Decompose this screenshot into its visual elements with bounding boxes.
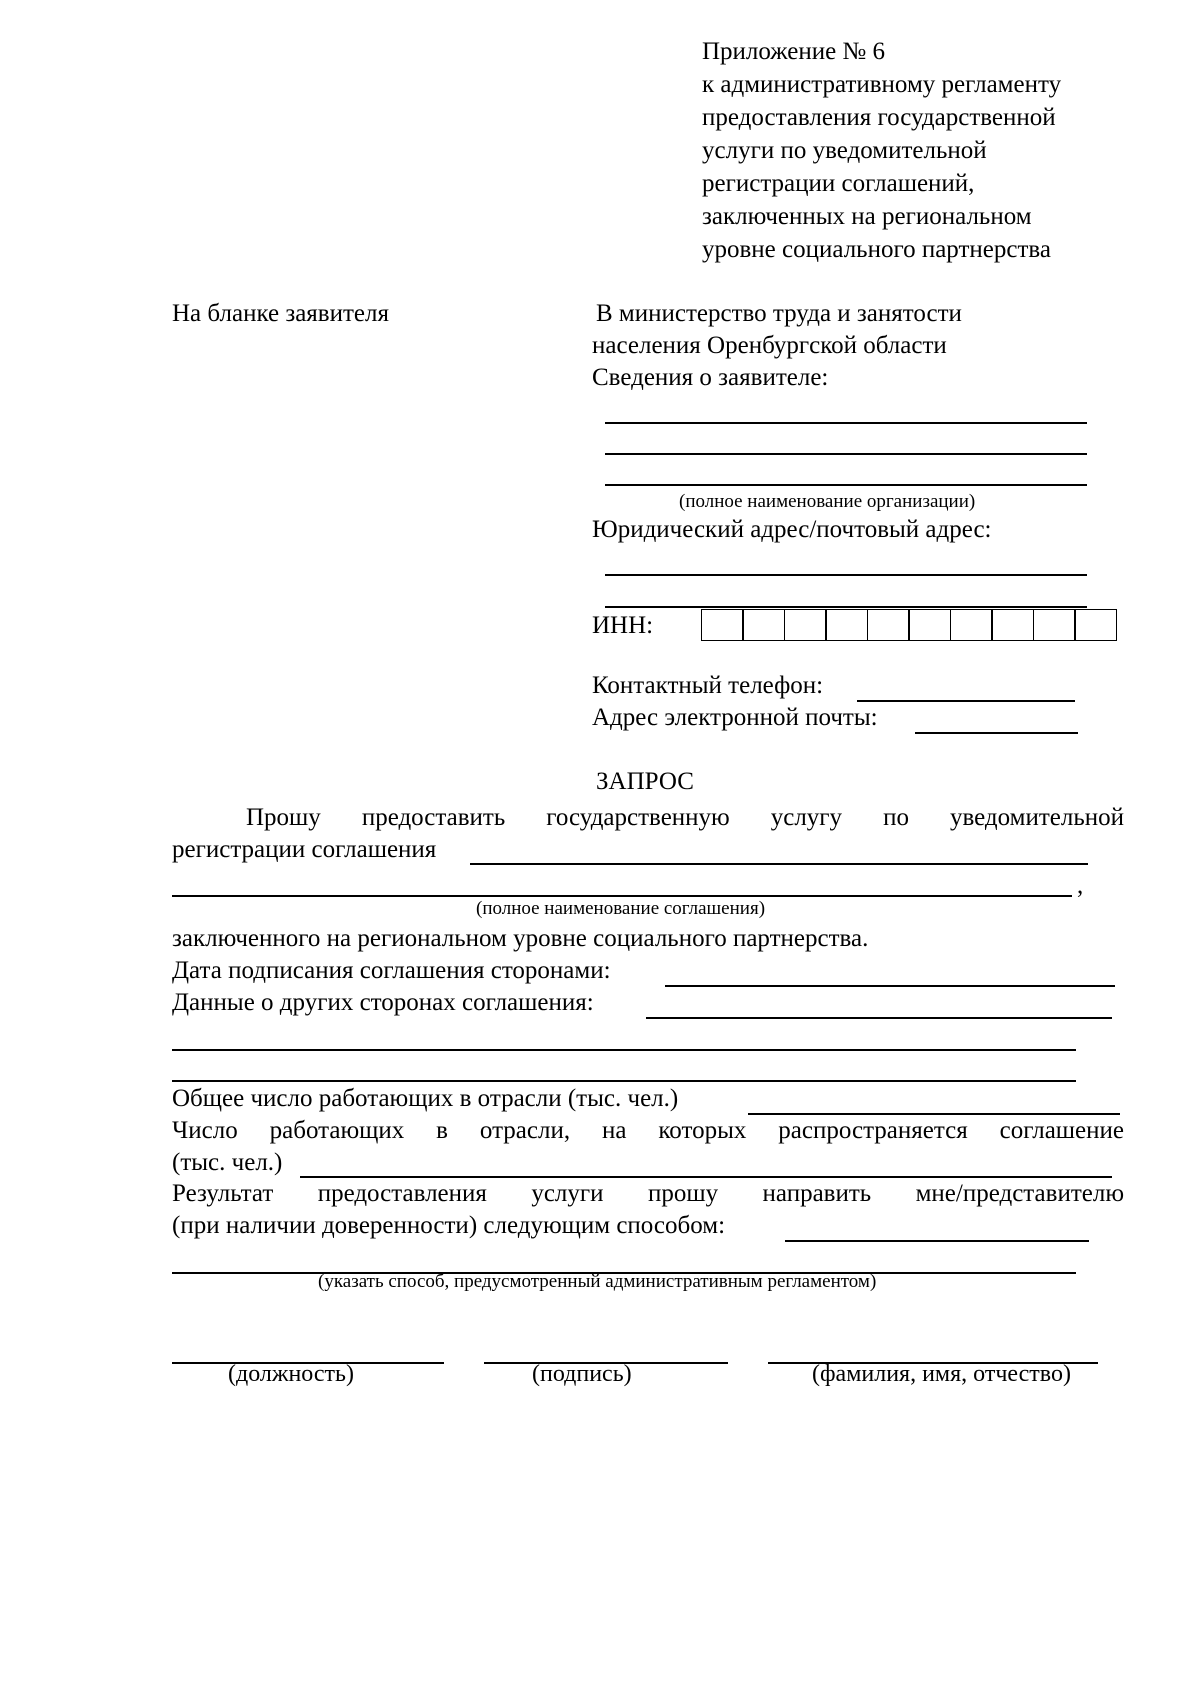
position-caption: (должность) [228,1361,354,1387]
inn-digit-cell[interactable] [825,609,868,641]
request-title: ЗАПРОС [596,768,694,795]
phone-label: Контактный телефон: [592,672,824,699]
appendix-line: регистрации соглашений, [702,170,975,197]
fullname-caption: (фамилия, имя, отчество) [812,1361,1071,1387]
inn-digit-cell[interactable] [701,609,744,641]
inn-digit-cell[interactable] [950,609,993,641]
signature-caption: (подпись) [532,1361,632,1387]
signing-date-label: Дата подписания соглашения сторонами: [172,957,611,984]
inn-digit-cell[interactable] [1074,609,1117,641]
appendix-line: Приложение № 6 [702,38,886,65]
request-para1-line1: Прошу предоставить государственную услугу по уведомительной [246,804,1124,831]
recipient-line-2: населения Оренбургской области [592,332,947,359]
org-name-line-1[interactable] [605,422,1087,424]
appendix-line: заключенных на региональном [702,203,1032,230]
other-parties-line-2[interactable] [172,1049,1076,1051]
appendix-line: предоставления государственной [702,104,1056,131]
applicant-info-label: Сведения о заявителе: [592,364,829,391]
inn-digit-cell[interactable] [1033,609,1076,641]
total-workers-label: Общее число работающих в отрасли (тыс. чел.) [172,1085,679,1112]
inn-digit-cell[interactable] [742,609,785,641]
inn-input-grid[interactable] [702,609,1117,641]
signing-date-line[interactable] [665,985,1115,987]
email-label: Адрес электронной почты: [592,704,878,731]
concluded-text: заключенного на региональном уровне социального партнерства. [172,925,869,952]
address-line-2[interactable] [605,606,1087,608]
org-name-caption: (полное наименование организации) [679,491,976,512]
agreement-caption: (полное наименование соглашения) [476,898,766,919]
agreement-name-line-1[interactable] [470,863,1088,865]
result-method-line-1[interactable] [785,1240,1089,1242]
recipient-line-1: В министерство труда и занятости [596,300,962,327]
method-caption: (указать способ, предусмотренный административным регламентом) [318,1271,877,1292]
other-parties-line-3[interactable] [172,1080,1076,1082]
other-parties-label: Данные о других сторонах соглашения: [172,989,594,1016]
email-line[interactable] [915,732,1078,734]
covered-workers-line2: (тыс. чел.) [172,1149,283,1176]
covered-workers-line1: Число работающих в отрасли, на которых распространяется соглашение [172,1117,1124,1144]
request-para1-line2: регистрации соглашения [172,836,437,863]
appendix-line: уровне социального партнерства [702,236,1051,263]
letterhead-note: На бланке заявителя [172,300,389,327]
other-parties-line-1[interactable] [646,1017,1112,1019]
inn-digit-cell[interactable] [991,609,1034,641]
inn-label: ИНН: [592,612,654,639]
org-name-line-2[interactable] [605,453,1087,455]
appendix-line: к административному регламенту [702,71,1062,98]
phone-line[interactable] [857,700,1075,702]
result-line1: Результат предоставления услуги прошу направить мне/представителю [172,1180,1124,1207]
result-line2: (при наличии доверенности) следующим способом: [172,1212,726,1239]
appendix-line: услуги по уведомительной [702,137,987,164]
agreement-comma: , [1077,872,1084,899]
org-name-line-3[interactable] [605,484,1087,486]
address-line-1[interactable] [605,574,1087,576]
inn-digit-cell[interactable] [908,609,951,641]
inn-digit-cell[interactable] [867,609,910,641]
address-label: Юридический адрес/почтовый адрес: [592,516,992,543]
inn-digit-cell[interactable] [784,609,827,641]
